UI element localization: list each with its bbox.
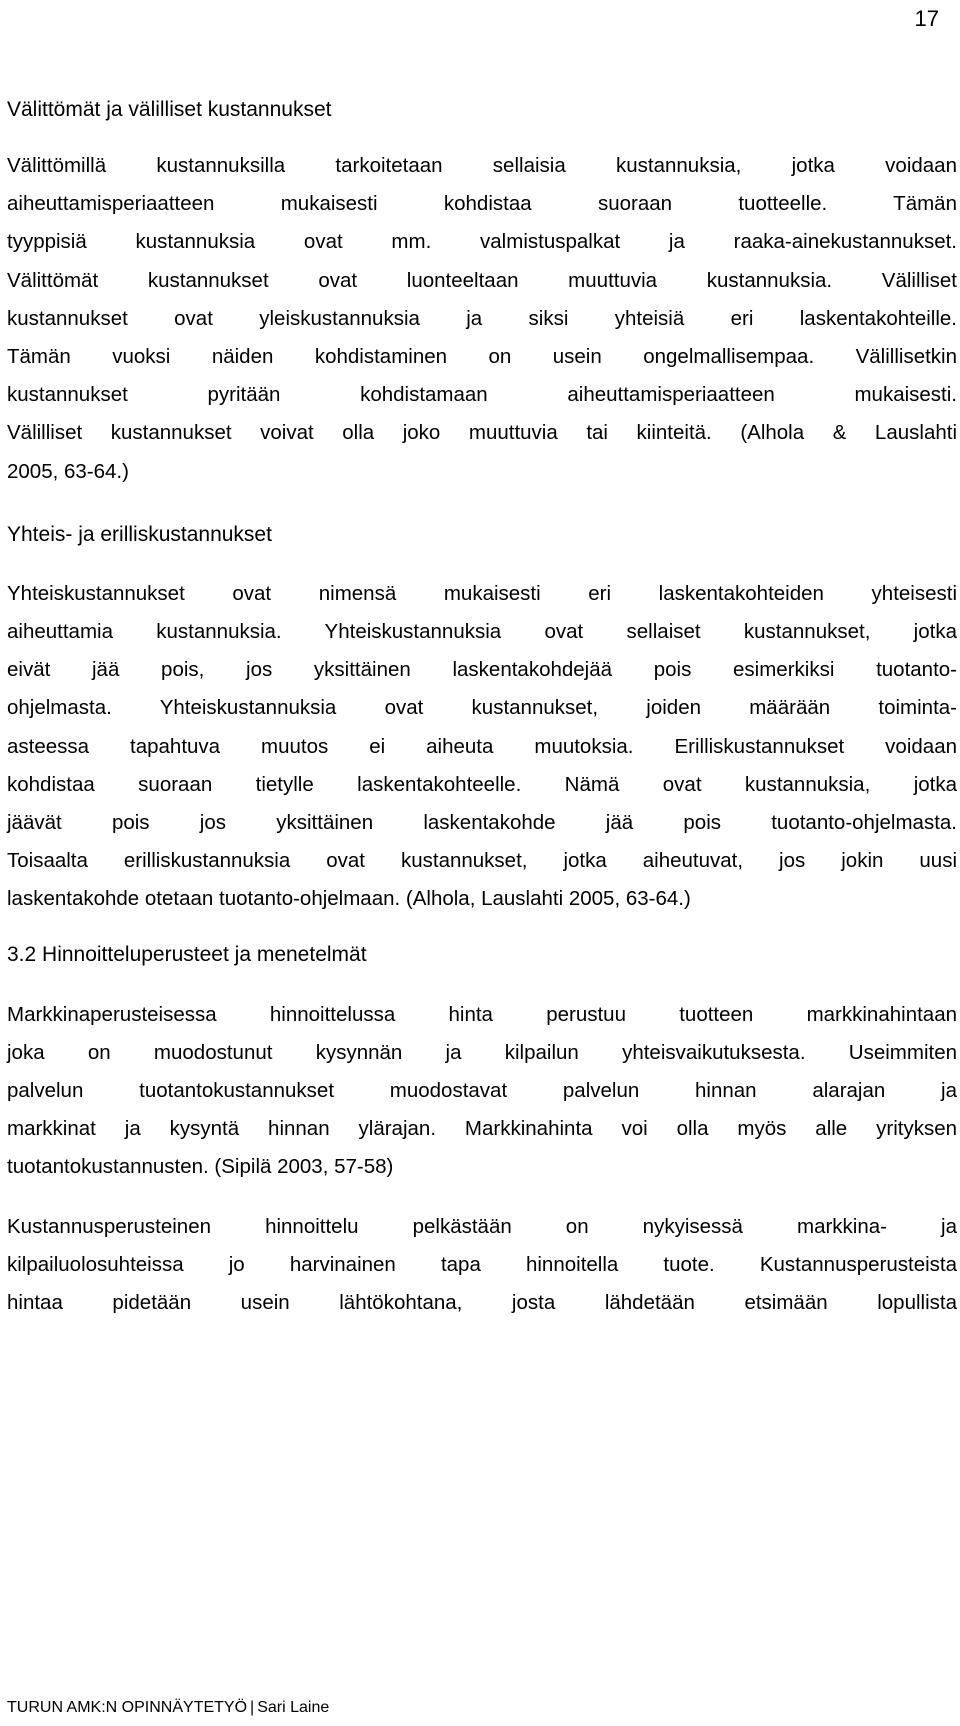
text-line: Markkinaperusteisessa hinnoittelussa hinta perustuu tuotteen markkinahintaan [7,1002,957,1026]
footer-separator: | [250,1699,255,1716]
text-line: laskentakohde otetaan tuotanto-ohjelmaan. (Alhola, Lauslahti 2005, 63-64.) [7,887,691,911]
paragraph-direct-indirect-costs [7,147,957,491]
text-line: Välilliset kustannukset voivat olla joko muuttuvia tai kiinteitä. (Alhola & Lauslahti [7,421,957,445]
text-line: Välittömät kustannukset ovat luonteeltaan muuttuvia kustannuksia. Välilliset [7,268,957,292]
text-line: 2005, 63-64.) [7,459,129,483]
page-number: 17 [914,6,939,31]
text-line: joka on muodostunut kysynnän ja kilpailun yhteisvaikutuksesta. Useimmiten [7,1040,957,1064]
text-line: aiheuttamisperiaatteen mukaisesti kohdistaa suoraan tuotteelle. Tämän [7,192,957,216]
text-line: markkinat ja kysyntä hinnan ylärajan. Markkinahinta voi olla myös alle yrityksen [7,1117,957,1141]
footer-institution: TURUN AMK:N OPINNÄYTETYÖ [7,1699,248,1716]
text-line: ohjelmasta. Yhteiskustannuksia ovat kustannukset, joiden määrään toiminta- [7,696,957,720]
text-line: aiheuttamia kustannuksia. Yhteiskustannuksia ovat sellaiset kustannukset, jotka [7,620,957,644]
text-line: Välittömillä kustannuksilla tarkoitetaan sellaisia kustannuksia, jotka voidaan [7,154,957,177]
text-line: palvelun tuotantokustannukset muodostavat palvelun hinnan alarajan ja [7,1079,957,1103]
section-heading-joint-separate-costs: Yhteis- ja erilliskustannukset [7,522,272,546]
paragraph-joint-separate-costs [7,575,957,919]
text-line: tuotantokustannusten. (Sipilä 2003, 57-58) [7,1155,394,1179]
text-line: tyyppisiä kustannuksia ovat mm. valmistuspalkat ja raaka-ainekustannukset. [7,230,957,254]
document-body [7,96,957,1322]
section-heading-pricing-methods: 3.2 Hinnoitteluperusteet ja menetelmät [7,942,367,966]
text-line: kohdistaa suoraan tietylle laskentakohteelle. Nämä ovat kustannuksia, jotka [7,772,957,796]
text-line: kustannukset pyritään kohdistamaan aiheuttamisperiaatteen mukaisesti. [7,383,957,407]
text-line: asteessa tapahtuva muutos ei aiheuta muutoksia. Erilliskustannukset voidaan [7,734,957,758]
text-line: eivät jää pois, jos yksittäinen laskentakohdejää pois esimerkiksi tuotanto- [7,658,957,682]
paragraph-cost-based-pricing [7,1208,957,1323]
text-line: Toisaalta erilliskustannuksia ovat kustannukset, jotka aiheutuvat, jos jokin uusi [7,849,957,873]
section-heading-direct-indirect-costs: Välittömät ja välilliset kustannukset [7,98,332,121]
text-line: Yhteiskustannukset ovat nimensä mukaisesti eri laskentakohteiden yhteisesti [7,581,957,605]
text-line: hintaa pidetään usein lähtökohtana, josta lähdetään etsimään lopullista [7,1291,957,1315]
text-line: jäävät pois jos yksittäinen laskentakohde jää pois tuotanto-ohjelmasta. [7,811,957,835]
text-line: Kustannusperusteinen hinnoittelu pelkästään on nykyisessä markkina- ja [7,1214,957,1238]
page-footer [7,1698,329,1718]
paragraph-market-pricing [7,996,957,1187]
text-line: Tämän vuoksi näiden kohdistaminen on usein ongelmallisempaa. Välillisetkin [7,345,957,369]
text-line: kustannukset ovat yleiskustannuksia ja siksi yhteisiä eri laskentakohteille. [7,306,957,330]
text-line: kilpailuolosuhteissa jo harvinainen tapa hinnoitella tuote. Kustannusperusteista [7,1252,957,1276]
footer-author: Sari Laine [257,1699,330,1716]
